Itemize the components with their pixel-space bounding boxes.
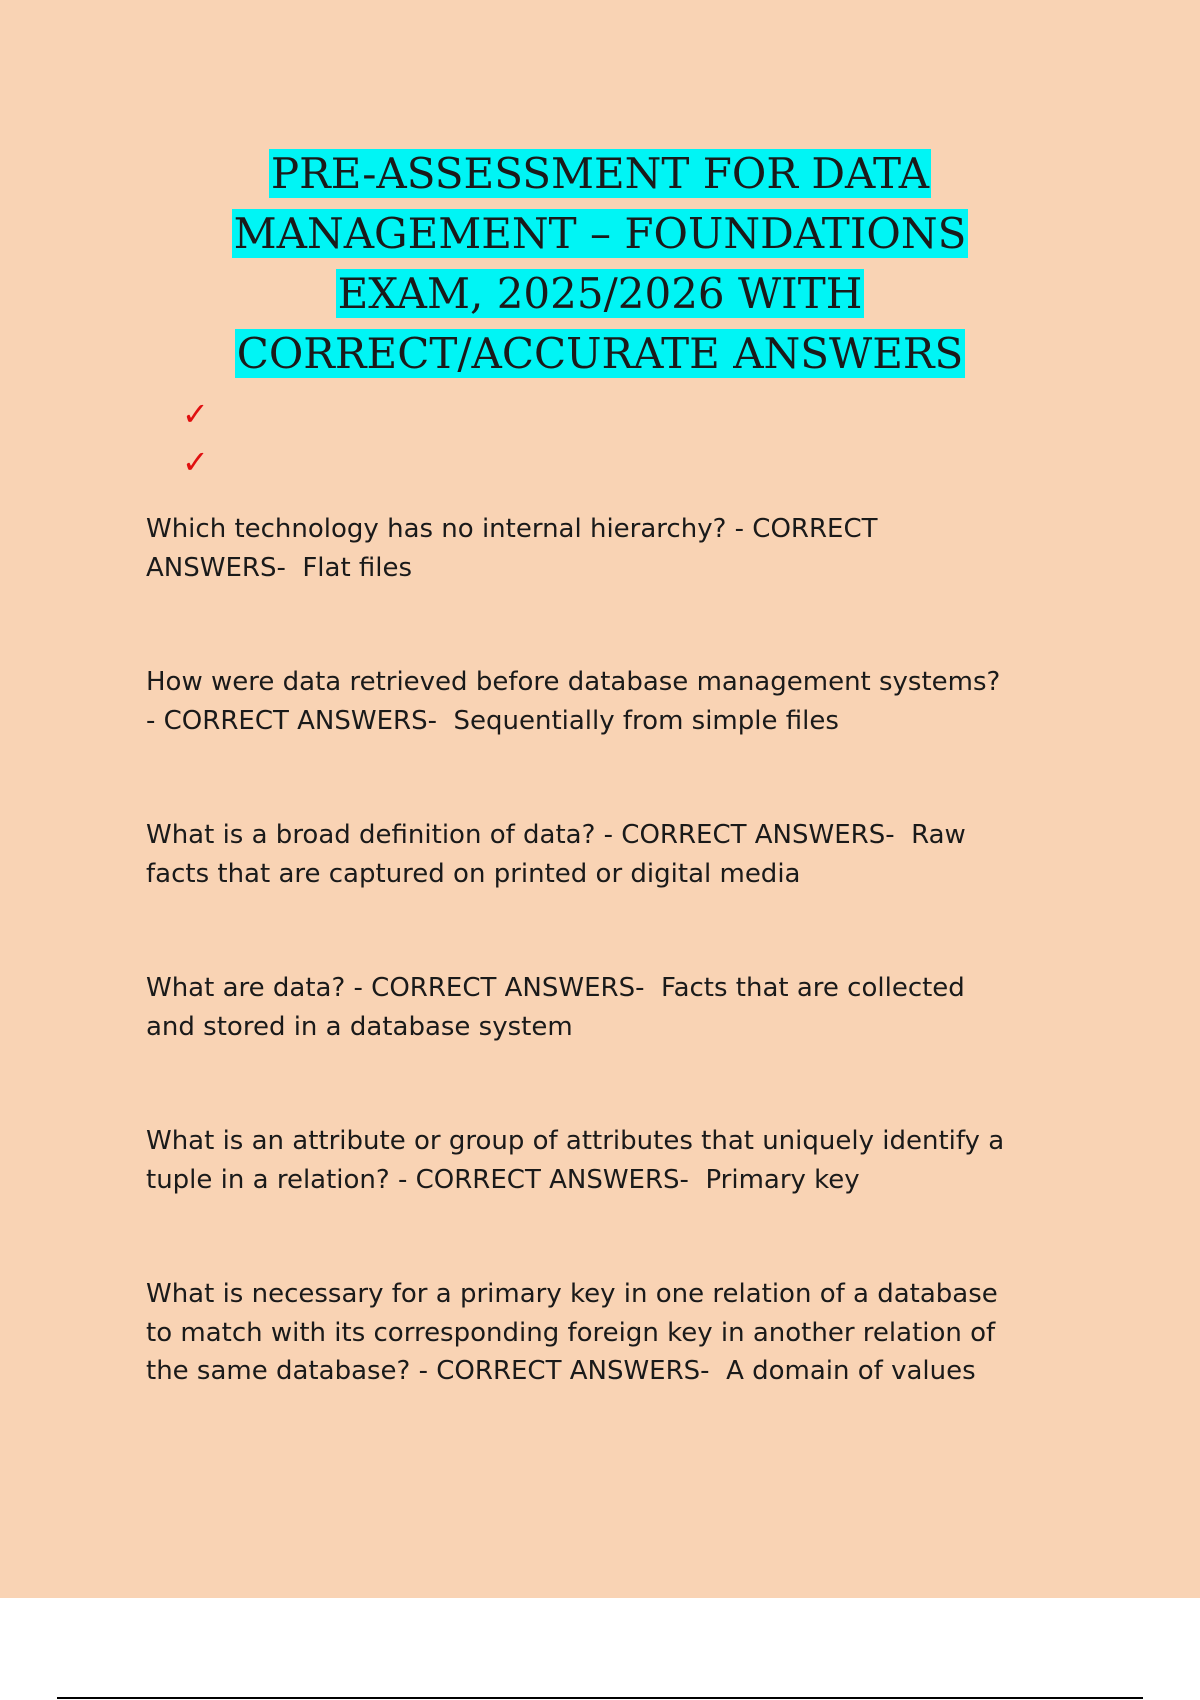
check-mark-list <box>182 390 222 486</box>
question-answer-item: How were data retrieved before database management systems? - CORRECT ANSWERS- Sequentially from simple files <box>146 667 1001 736</box>
check-mark-icon: ✓ <box>182 395 209 433</box>
question-answer-item: What is a broad definition of data? - CORRECT ANSWERS- Raw facts that are captured on printed or digital media <box>146 820 966 889</box>
check-mark-icon: ✓ <box>182 443 209 481</box>
question-answer-item: What are data? - CORRECT ANSWERS- Facts that are collected and stored in a database system <box>146 973 965 1042</box>
title-line <box>0 204 1200 264</box>
question-answer-item: What is an attribute or group of attributes that uniquely identify a tuple in a relation? - CORRECT ANSWERS- Primary key <box>146 1126 1005 1195</box>
question-answer-item: Which technology has no internal hierarchy? - CORRECT ANSWERS- Flat files <box>146 514 878 583</box>
footer-divider <box>57 1697 1143 1699</box>
title-line-text: PRE-ASSESSMENT FOR DATA <box>270 149 930 198</box>
document-title <box>0 144 1200 384</box>
title-line <box>0 144 1200 204</box>
title-line-text: CORRECT/ACCURATE ANSWERS <box>236 329 964 378</box>
title-line-text: MANAGEMENT – FOUNDATIONS <box>233 209 967 258</box>
title-line <box>0 264 1200 324</box>
title-line-text: EXAM, 2025/2026 WITH <box>337 269 863 318</box>
question-answer-list <box>146 510 1086 1467</box>
question-answer-item: What is necessary for a primary key in one relation of a database to match with its corresponding foreign key in another relation of the same database? - CORRECT ANSWERS- A domain of values <box>146 1279 998 1386</box>
title-line <box>0 324 1200 384</box>
